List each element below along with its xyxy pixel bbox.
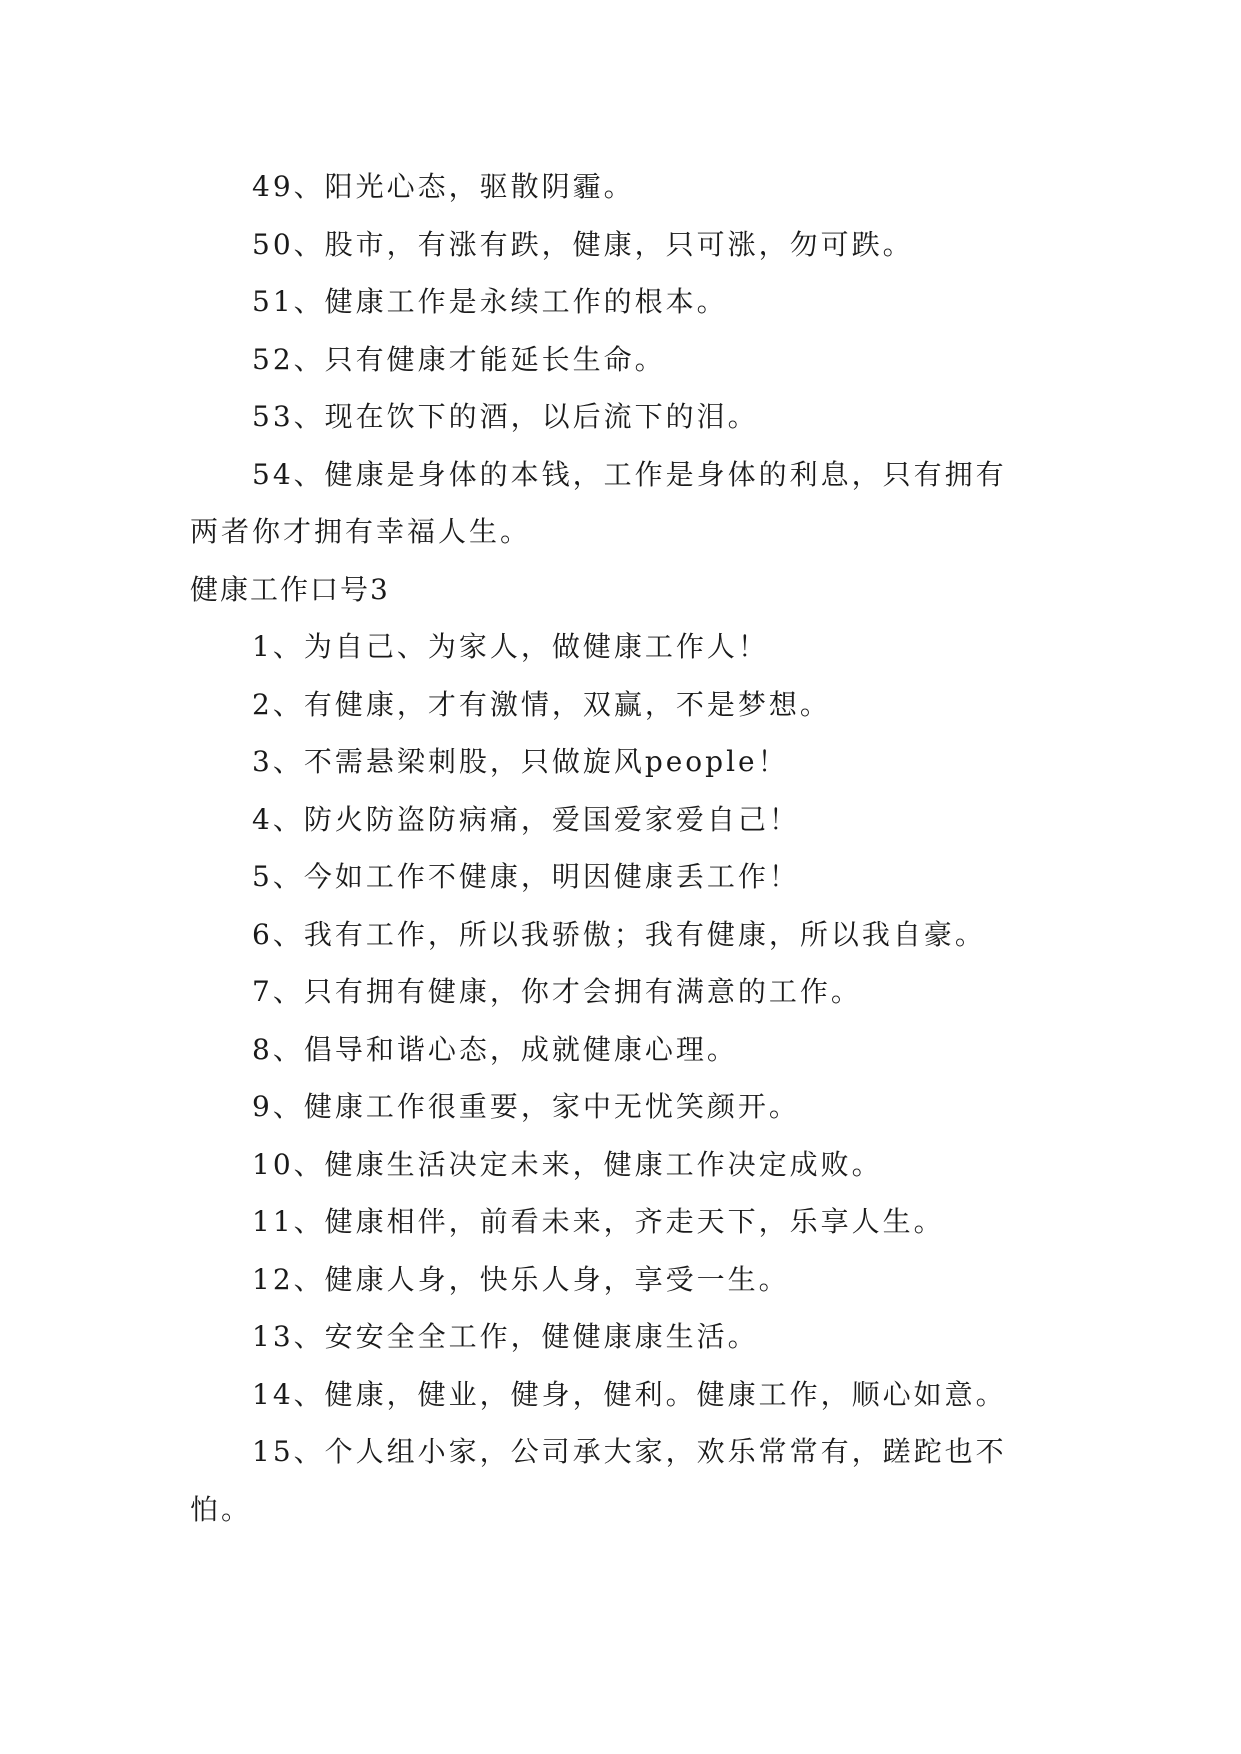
- slogan-13: 13、安安全全工作，健健康康生活。: [252, 1320, 759, 1353]
- section-heading: 健康工作口号3: [190, 572, 390, 606]
- slogan-54-continued: 两者你才拥有幸福人生。: [190, 515, 532, 548]
- slogan-11: 11、健康相伴，前看未来，齐走天下，乐享人生。: [252, 1205, 945, 1238]
- slogan-53: 53、现在饮下的酒，以后流下的泪。: [252, 400, 759, 433]
- slogan-8: 8、倡导和谐心态，成就健康心理。: [252, 1032, 738, 1066]
- slogan-54: 54、健康是身体的本钱，工作是身体的利息，只有拥有: [252, 457, 1007, 491]
- slogan-14: 14、健康，健业，健身，健利。健康工作，顺心如意。: [252, 1377, 1007, 1411]
- slogan-5: 5、今如工作不健康，明因健康丢工作！: [252, 860, 800, 893]
- slogan-15: 15、个人组小家，公司承大家，欢乐常常有，蹉跎也不: [252, 1435, 1007, 1468]
- slogan-1: 1、为自己、为家人，做健康工作人！: [252, 630, 769, 663]
- slogan-6: 6、我有工作，所以我骄傲；我有健康，所以我自豪。: [252, 917, 986, 951]
- slogan-9: 9、健康工作很重要，家中无忧笑颜开。: [252, 1090, 800, 1123]
- slogan-50: 50、股市，有涨有跌，健康，只可涨，勿可跌。: [252, 227, 914, 261]
- slogan-12: 12、健康人身，快乐人身，享受一生。: [252, 1262, 790, 1296]
- slogan-4: 4、防火防盗防病痛，爱国爱家爱自己！: [252, 802, 800, 836]
- slogan-2: 2、有健康，才有激情，双赢，不是梦想。: [252, 687, 831, 721]
- slogan-3: 3、不需悬梁刺股，只做旋风people！: [252, 745, 789, 778]
- slogan-49: 49、阳光心态，驱散阴霾。: [252, 170, 635, 203]
- slogan-52: 52、只有健康才能延长生命。: [252, 342, 666, 376]
- slogan-7: 7、只有拥有健康，你才会拥有满意的工作。: [252, 975, 862, 1008]
- slogan-51: 51、健康工作是永续工作的根本。: [252, 285, 728, 318]
- slogan-10: 10、健康生活决定未来，健康工作决定成败。: [252, 1147, 883, 1181]
- document-body: [190, 158, 1070, 1538]
- slogan-15-continued: 怕。: [190, 1492, 253, 1526]
